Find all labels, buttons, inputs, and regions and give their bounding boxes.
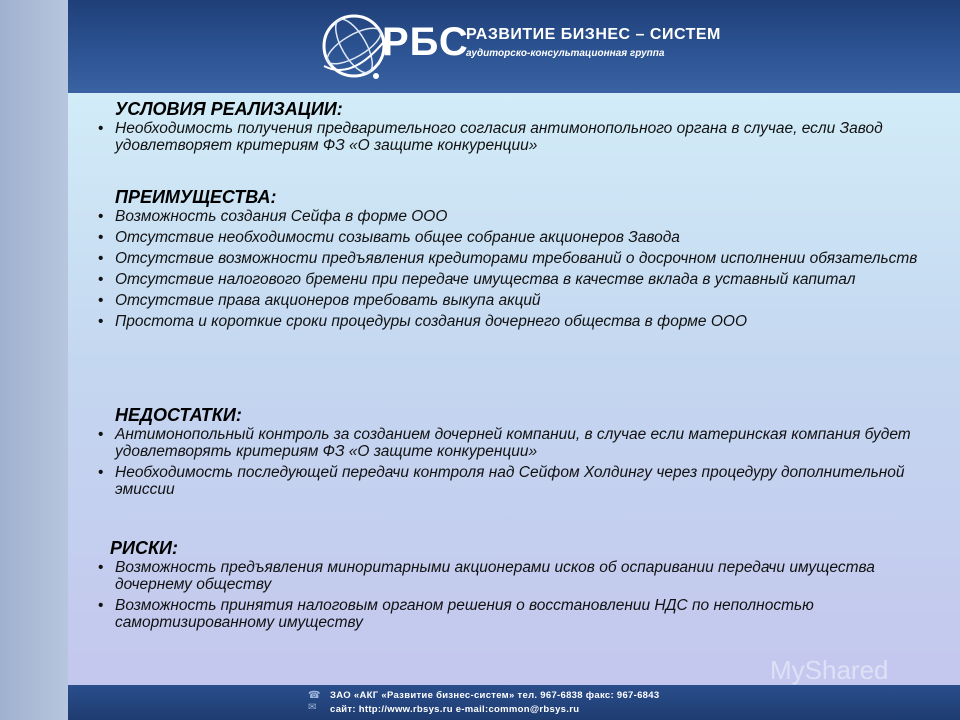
footer-contacts: ЗАО «АКГ «Развитие бизнес-систем» тел. 967-6838 факс: 967-6843 <box>330 690 660 701</box>
company-logo <box>318 4 721 90</box>
slide-content <box>68 93 960 685</box>
section-title: РИСКИ: <box>110 538 178 558</box>
list-item: • Простота и короткие сроки процедуры создания дочернего общества в форме ООО <box>98 313 747 330</box>
bullet-list <box>68 208 960 330</box>
logo-company-name: РАЗВИТИЕ БИЗНЕС – СИСТЕМ <box>466 26 721 43</box>
section-conditions <box>68 98 960 158</box>
section-disadvantages <box>68 404 960 502</box>
list-item: • Отсутствие налогового бремени при передаче имущества в качестве вклада в уставный капитал <box>98 271 856 288</box>
footer-icons <box>308 690 326 714</box>
left-frame <box>0 0 68 720</box>
section-risks <box>68 537 960 635</box>
list-item: • Возможность предъявления миноритарными акционерами исков об оспаривании передачи имущества дочернему обществу <box>98 559 875 593</box>
list-item: • Возможность принятия налоговым органом решения о восстановлении НДС по неполностью самортизированному имуществу <box>98 597 814 631</box>
list-item: • Отсутствие необходимости созывать общее собрание акционеров Завода <box>98 229 680 246</box>
bullet-list <box>68 559 960 631</box>
list-item: • Антимонопольный контроль за созданием дочерней компании, в случае если материнская компания будет удовлетворять критериям ФЗ «О защите конкуренции» <box>98 426 911 460</box>
list-item: • Отсутствие возможности предъявления кредиторами требований о досрочном исполнении обязательств <box>98 250 918 267</box>
section-title: НЕДОСТАТКИ: <box>115 405 242 425</box>
watermark: MyShared <box>770 655 889 685</box>
list-item: • Отсутствие права акционеров требовать выкупа акций <box>98 292 541 309</box>
list-item: • Возможность создания Сейфа в форме ООО <box>98 208 448 225</box>
email-icon: ✉ <box>308 702 317 713</box>
logo-tagline: аудиторско-консультационная группа <box>466 48 665 59</box>
bullet-list <box>68 426 960 498</box>
bullet-list <box>68 120 960 154</box>
list-item: • Необходимость последующей передачи контроля над Сейфом Холдингу через процедуру дополнительной эмиссии <box>98 464 905 498</box>
section-title: ПРЕИМУЩЕСТВА: <box>115 187 277 207</box>
section-title: УСЛОВИЯ РЕАЛИЗАЦИИ: <box>115 99 343 119</box>
footer <box>68 685 960 720</box>
footer-website: сайт: http://www.rbsys.ru e-mail:common@rbsys.ru <box>330 704 580 715</box>
list-item: • Необходимость получения предварительного согласия антимонопольного органа в случае, если Завод удовлетворяет критериям ФЗ «О защите конкуренции» <box>98 120 883 154</box>
phone-icon: ☎ <box>308 690 321 701</box>
section-advantages <box>68 186 960 334</box>
logo-text: РБС <box>382 20 469 64</box>
